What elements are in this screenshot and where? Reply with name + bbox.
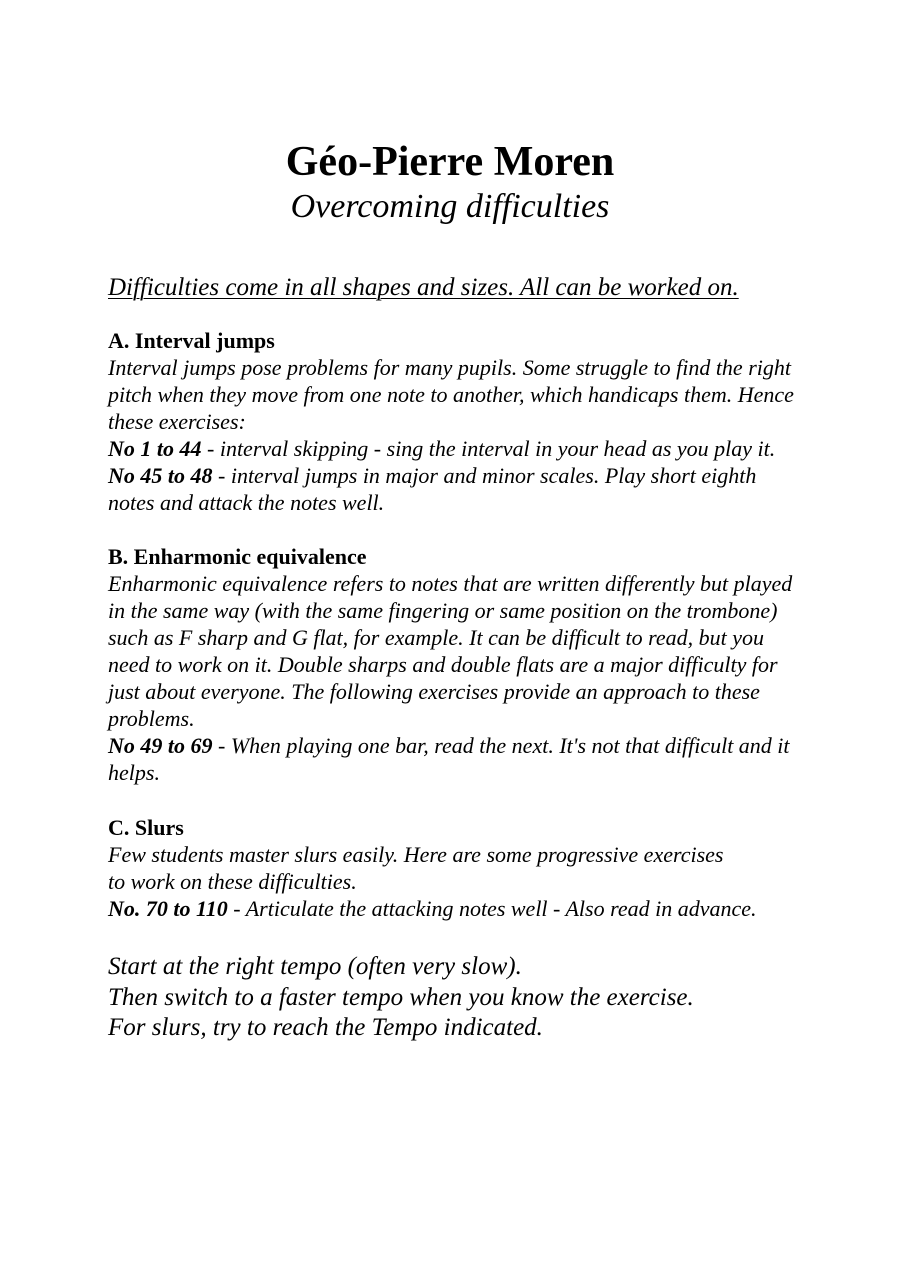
exercise-description: - Articulate the attacking notes well - Also read in advance.: [227, 896, 757, 921]
exercise-description: - interval jumps in major and minor scales. Play short eighth: [212, 463, 757, 488]
exercise-description: - When playing one bar, read the next. It's not that difficult and it: [212, 733, 790, 758]
paragraph-line: need to work on it. Double sharps and double flats are a major difficulty for: [108, 652, 778, 677]
closing-line: For slurs, try to reach the Tempo indicated.: [108, 1014, 543, 1041]
closing-advice: [108, 952, 694, 1044]
section-enharmonic-equivalence: [108, 543, 868, 786]
exercise-range: No 45 to 48: [108, 463, 213, 488]
exercise-description: - interval skipping - sing the interval in your head as you play it.: [201, 436, 776, 461]
paragraph-line: to work on these difficulties.: [108, 869, 357, 894]
paragraph-line: Few students master slurs easily. Here are some progressive exercises: [108, 842, 724, 867]
exercise-range: No. 70 to 110: [108, 896, 228, 921]
intro-statement: Difficulties come in all shapes and sizes. All can be worked on.: [108, 274, 739, 301]
exercise-line: [108, 462, 868, 489]
page-title: Géo-Pierre Moren: [285, 139, 615, 185]
closing-line: Start at the right tempo (often very slow).: [108, 953, 522, 980]
exercise-line-continued: notes and attack the notes well.: [108, 490, 385, 515]
page-subtitle: Overcoming difficulties: [290, 188, 610, 225]
paragraph-line: Interval jumps pose problems for many pupils. Some struggle to find the right: [108, 355, 791, 380]
paragraph-line: such as F sharp and G flat, for example. It can be difficult to read, but you: [108, 625, 765, 650]
paragraph-line: Enharmonic equivalence refers to notes that are written differently but played: [108, 571, 793, 596]
paragraph-line: in the same way (with the same fingering or same position on the trombone): [108, 598, 778, 623]
closing-line: Then switch to a faster tempo when you know the exercise.: [108, 983, 694, 1011]
section-slurs: [108, 814, 868, 922]
exercise-line: [108, 732, 868, 759]
exercise-line: [108, 435, 868, 462]
section-heading: C. Slurs: [108, 815, 184, 840]
paragraph-line: problems.: [108, 706, 195, 731]
paragraph-line: just about everyone. The following exercises provide an approach to these: [108, 679, 760, 704]
exercise-line: [108, 895, 868, 922]
section-heading: B. Enharmonic equivalence: [108, 544, 367, 569]
section-interval-jumps: [108, 327, 868, 516]
section-heading: A. Interval jumps: [108, 328, 275, 353]
exercise-line-continued: helps.: [108, 760, 160, 785]
paragraph-line: pitch when they move from one note to another, which handicaps them. Hence: [108, 382, 794, 407]
exercise-range: No 49 to 69: [108, 733, 213, 758]
exercise-range: No 1 to 44: [108, 436, 202, 461]
paragraph-line: these exercises:: [108, 409, 246, 434]
